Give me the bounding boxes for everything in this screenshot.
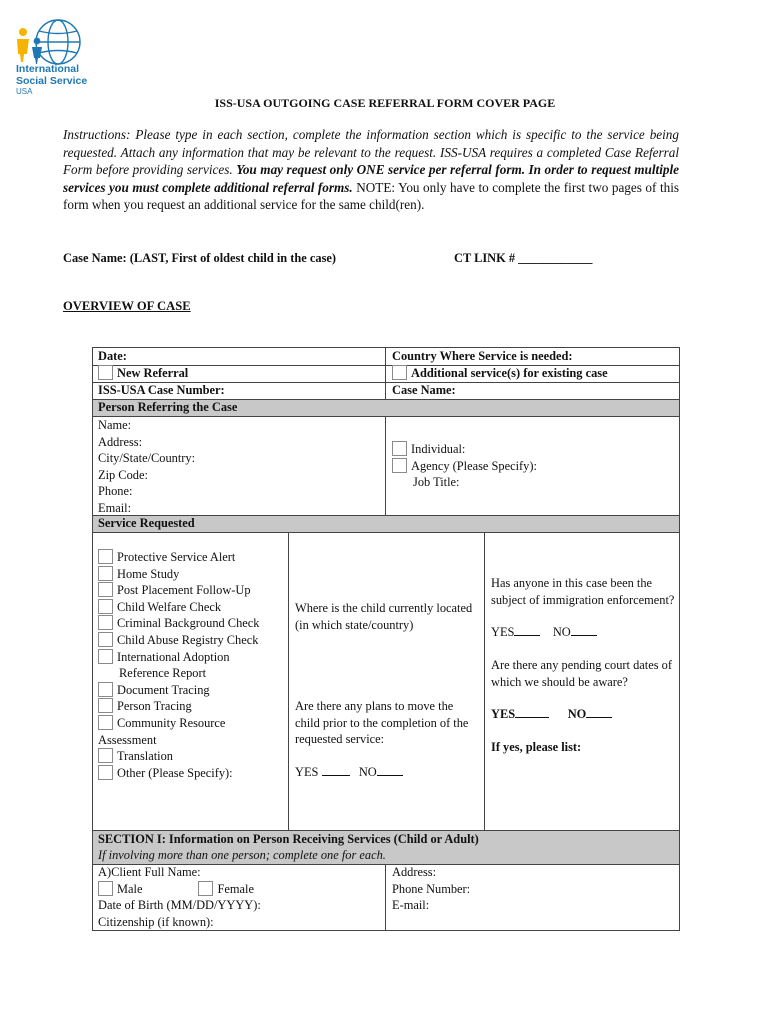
- service-label: International Adoption: [117, 649, 230, 664]
- where-located-question: Where is the child currently located (in which state/country): [295, 601, 473, 632]
- additional-service-checkbox[interactable]: [392, 365, 407, 380]
- email-label: E-mail:: [392, 898, 430, 913]
- service-checkbox[interactable]: [98, 566, 113, 581]
- overview-heading: OVERVIEW OF CASE: [63, 299, 191, 313]
- male-checkbox[interactable]: [98, 881, 113, 896]
- service-label: Person Tracing: [117, 699, 192, 714]
- yes-label: YES: [491, 625, 515, 639]
- immigration-question: Has anyone in this case been the subject of immigration enforcement?: [491, 576, 675, 607]
- referrer-address-label: Address:: [98, 434, 143, 449]
- column-divider: [385, 864, 386, 930]
- instructions: [63, 126, 679, 214]
- column-divider: [385, 416, 386, 515]
- service-checkbox[interactable]: [98, 682, 113, 697]
- client-fields: [98, 864, 261, 930]
- individual-option[interactable]: [392, 441, 537, 458]
- citizenship-label: Citizenship (if known):: [98, 914, 214, 929]
- service-label: Other (Please Specify):: [117, 765, 233, 780]
- service-checkbox[interactable]: [98, 582, 113, 597]
- yes-blank[interactable]: [322, 764, 350, 776]
- iss-case-number-label: ISS-USA Case Number:: [98, 383, 225, 397]
- service-checkbox[interactable]: [98, 748, 113, 763]
- yes-blank[interactable]: [514, 624, 540, 636]
- service-label: Criminal Background Check: [117, 616, 260, 631]
- service-item[interactable]: [98, 549, 259, 566]
- service-checkbox[interactable]: [98, 765, 113, 780]
- service-checkbox[interactable]: [98, 549, 113, 564]
- dob-label: Date of Birth (MM/DD/YYYY):: [98, 898, 261, 913]
- case-name-field-label: Case Name:: [392, 383, 456, 397]
- column-divider: [484, 532, 485, 830]
- logo-line-1: International: [16, 63, 80, 75]
- phone-number-label: Phone Number:: [392, 881, 471, 896]
- instructions-text: Instructions: Please type in each section, complete the information section which is specific to the service being requested. Attach any information that may be relevant to the request. ISS-USA requires a completed Case Referral Form before providing services.: [63, 127, 679, 177]
- referrer-fields: [98, 417, 195, 517]
- client-contact-fields: [392, 864, 470, 914]
- referrer-type: [392, 441, 537, 491]
- logo-line-2: Social Service: [16, 75, 88, 87]
- no-label: NO: [552, 625, 571, 639]
- male-option[interactable]: [98, 882, 142, 896]
- service-label: Protective Service Alert: [117, 550, 236, 564]
- service-item[interactable]: [98, 615, 259, 632]
- service-checkbox[interactable]: [98, 649, 113, 664]
- service-item[interactable]: [98, 582, 259, 599]
- plans-move-question: Are there any plans to move the child prior to the completion of the requested service:: [295, 699, 469, 746]
- service-label: Child Abuse Registry Check: [117, 632, 259, 647]
- referrer-name-label: Name:: [98, 418, 132, 432]
- service-item[interactable]: [98, 632, 259, 649]
- service-label: Child Welfare Check: [117, 599, 222, 614]
- instructions-note: NOTE: You only have to complete the first two pages of this form when you request an additional service for the same child(ren).: [63, 179, 679, 212]
- agency-checkbox[interactable]: [392, 458, 407, 473]
- court-dates-question: Are there any pending court dates of which we should be aware?: [491, 658, 672, 689]
- no-label: NO: [567, 707, 587, 721]
- female-label: Female: [217, 881, 254, 896]
- service-item[interactable]: [98, 715, 259, 732]
- no-blank[interactable]: [377, 764, 403, 776]
- referral-form-table: [92, 347, 680, 931]
- person-referring-heading: Person Referring the Case: [98, 400, 238, 414]
- service-item[interactable]: [98, 682, 259, 699]
- service-label-continued: Reference Report: [119, 666, 207, 681]
- service-label: Translation: [117, 749, 173, 764]
- job-title-label: Job Title:: [413, 475, 460, 490]
- yes-label: YES: [295, 765, 319, 779]
- additional-service-option[interactable]: [392, 365, 608, 382]
- female-checkbox[interactable]: [198, 881, 213, 896]
- agency-option[interactable]: [392, 458, 537, 475]
- individual-label: Individual:: [411, 442, 466, 456]
- court-yes-no: [491, 706, 612, 723]
- address-label: Address:: [392, 865, 437, 879]
- service-label: Community Resource: [117, 715, 226, 730]
- service-item[interactable]: [98, 748, 259, 765]
- service-label: Document Tracing: [117, 682, 210, 697]
- female-option[interactable]: [198, 882, 253, 896]
- row-divider: [93, 532, 679, 533]
- section1-title: SECTION I: Information on Person Receiving Services (Child or Adult): [98, 832, 479, 846]
- service-label: Post Placement Follow-Up: [117, 583, 251, 598]
- referrer-phone-label: Phone:: [98, 484, 133, 499]
- service-checkbox[interactable]: [98, 698, 113, 713]
- service-checkbox[interactable]: [98, 715, 113, 730]
- service-item[interactable]: [98, 765, 259, 782]
- iss-logo-text: [16, 63, 87, 96]
- instructions-emphasis: You may request only ONE service per referral form. In order to request multiple services you must complete additional referral forms.: [63, 162, 679, 195]
- gender-options: [98, 881, 261, 898]
- client-name-label: A)Client Full Name:: [98, 865, 201, 879]
- agency-label: Agency (Please Specify):: [411, 458, 537, 473]
- service-checkbox[interactable]: [98, 632, 113, 647]
- service-item[interactable]: [98, 599, 259, 616]
- case-name-label: Case Name: (LAST, First of oldest child in the case): [63, 251, 337, 265]
- globe-icon: [36, 20, 80, 64]
- service-item[interactable]: [98, 649, 259, 666]
- ct-link-label[interactable]: CT LINK # ____________: [454, 251, 593, 265]
- if-yes-list-label: If yes, please list:: [491, 740, 582, 754]
- yes-blank[interactable]: [515, 706, 549, 718]
- column-divider: [385, 348, 386, 399]
- service-checkbox[interactable]: [98, 599, 113, 614]
- date-label: Date:: [98, 349, 127, 363]
- no-blank[interactable]: [571, 624, 597, 636]
- new-referral-label: New Referral: [117, 366, 189, 380]
- referrer-email-label: Email:: [98, 500, 132, 515]
- male-label: Male: [117, 881, 143, 896]
- new-referral-checkbox[interactable]: [98, 365, 113, 380]
- service-requested-heading: Service Requested: [98, 516, 195, 530]
- additional-service-label: Additional service(s) for existing case: [411, 366, 608, 380]
- service-label-continued: Assessment: [98, 732, 157, 747]
- move-yes-no: [295, 764, 403, 781]
- service-item[interactable]: [98, 566, 259, 583]
- column-divider: [288, 532, 289, 830]
- logo-line-3: USA: [16, 87, 33, 96]
- no-blank[interactable]: [586, 706, 612, 718]
- service-item[interactable]: [98, 698, 259, 715]
- individual-checkbox[interactable]: [392, 441, 407, 456]
- country-label: Country Where Service is needed:: [392, 349, 573, 363]
- no-label: NO: [358, 765, 377, 779]
- section1-subtitle: If involving more than one person; complete one for each.: [98, 848, 386, 862]
- referrer-city-label: City/State/Country:: [98, 451, 196, 466]
- referrer-zip-label: Zip Code:: [98, 467, 148, 482]
- service-checkbox[interactable]: [98, 615, 113, 630]
- page-title: ISS-USA OUTGOING CASE REFERRAL FORM COVER PAGE: [214, 96, 556, 110]
- yes-label: YES: [491, 707, 516, 721]
- services-list: [98, 549, 259, 781]
- immigration-yes-no: [491, 624, 597, 641]
- service-label: Home Study: [117, 566, 180, 581]
- new-referral-option[interactable]: [98, 365, 188, 382]
